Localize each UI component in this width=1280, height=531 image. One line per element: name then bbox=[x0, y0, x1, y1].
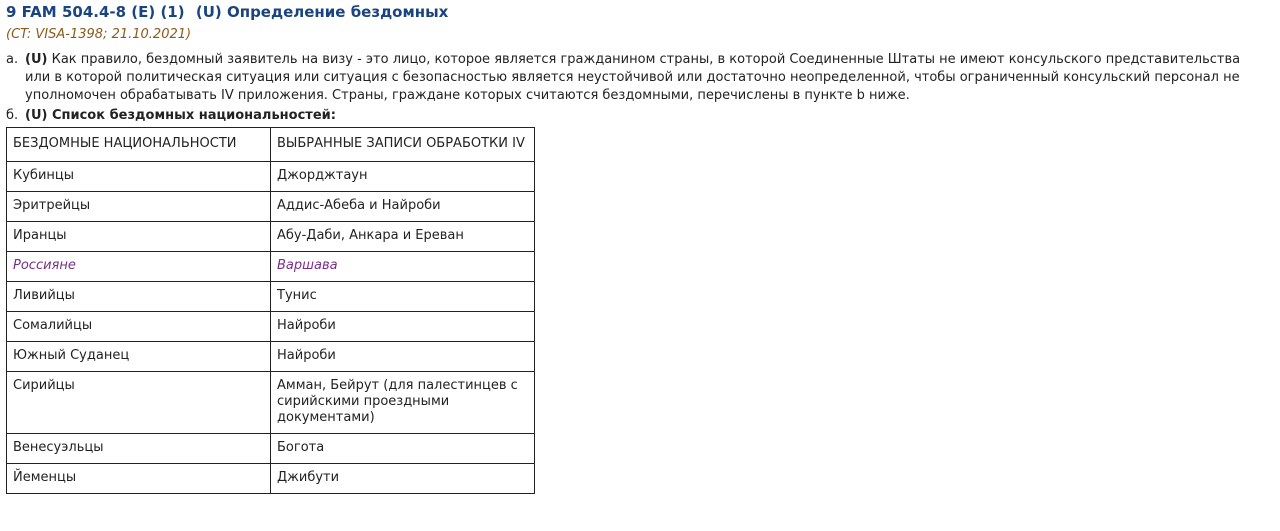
paragraph-a-label: (U) bbox=[25, 52, 48, 67]
post-cell: Аддис-Абеба и Найроби bbox=[271, 192, 535, 222]
paragraph-b-label: (U) Список бездомных национальностей: bbox=[25, 108, 336, 123]
paragraph-a-marker: a. bbox=[6, 52, 19, 67]
post-cell: Варшава bbox=[271, 252, 535, 282]
post-cell: Джибути bbox=[271, 464, 535, 494]
post-cell: Найроби bbox=[271, 312, 535, 342]
nationality-cell: Россияне bbox=[7, 252, 271, 282]
table-row bbox=[7, 222, 535, 252]
post-cell: Тунис bbox=[271, 282, 535, 312]
nationality-cell: Южный Суданец bbox=[7, 342, 271, 372]
change-transmittal: (CT: VISA-1398; 21.10.2021) bbox=[6, 27, 192, 42]
nationality-cell: Кубинцы bbox=[7, 162, 271, 192]
section-code: 9 FAM 504.4-8 (E) (1) bbox=[6, 3, 185, 21]
table-header-row bbox=[7, 128, 535, 162]
header-nationalities: БЕЗДОМНЫЕ НАЦИОНАЛЬНОСТИ bbox=[7, 128, 271, 162]
nationality-cell: Иранцы bbox=[7, 222, 271, 252]
table-row bbox=[7, 192, 535, 222]
table-row bbox=[7, 372, 535, 434]
post-cell: Амман, Бейрут (для палестинцев с сирийскими проездными документами) bbox=[271, 372, 535, 434]
paragraph-a-line-1: Как правило, бездомный заявитель на визу - это лицо, которое является гражданином страны, в которой Соединенные Штаты не имеют консульского представительства bbox=[51, 52, 1241, 67]
paragraph-b bbox=[6, 107, 1280, 125]
post-cell: Джорджтаун bbox=[271, 162, 535, 192]
table-row bbox=[7, 312, 535, 342]
nationality-cell: Венесуэльцы bbox=[7, 434, 271, 464]
paragraph-a-line-3: уполномочен обрабатывать IV приложения. Страны, граждане которых считаются бездомными, перечислены в пункте b ниже. bbox=[25, 88, 910, 103]
post-cell: Найроби bbox=[271, 342, 535, 372]
post-cell: Абу-Даби, Анкара и Ереван bbox=[271, 222, 535, 252]
nationality-cell: Йеменцы bbox=[7, 464, 271, 494]
header-processing-post: ВЫБРАННЫЕ ЗАПИСИ ОБРАБОТКИ IV bbox=[271, 128, 535, 162]
paragraph-a-line-2: или в которой политическая ситуация или ситуация с безопасностью является неустойчивой или достаточно неопределенной, чтобы ограниченный консульский персонал не bbox=[25, 70, 1240, 85]
table-row bbox=[7, 162, 535, 192]
post-cell: Богота bbox=[271, 434, 535, 464]
nationalities-table bbox=[6, 127, 535, 494]
table-row bbox=[7, 282, 535, 312]
section-title-text: (U) Определение бездомных bbox=[195, 3, 449, 21]
paragraph-b-marker: б. bbox=[6, 108, 19, 123]
table-row bbox=[7, 464, 535, 494]
table-row bbox=[7, 434, 535, 464]
section-title bbox=[6, 0, 1280, 25]
table-row-highlighted bbox=[7, 252, 535, 282]
paragraph-a bbox=[6, 51, 1280, 105]
table-row bbox=[7, 342, 535, 372]
nationality-cell: Сомалийцы bbox=[7, 312, 271, 342]
nationality-cell: Сирийцы bbox=[7, 372, 271, 434]
nationality-cell: Ливийцы bbox=[7, 282, 271, 312]
nationality-cell: Эритрейцы bbox=[7, 192, 271, 222]
